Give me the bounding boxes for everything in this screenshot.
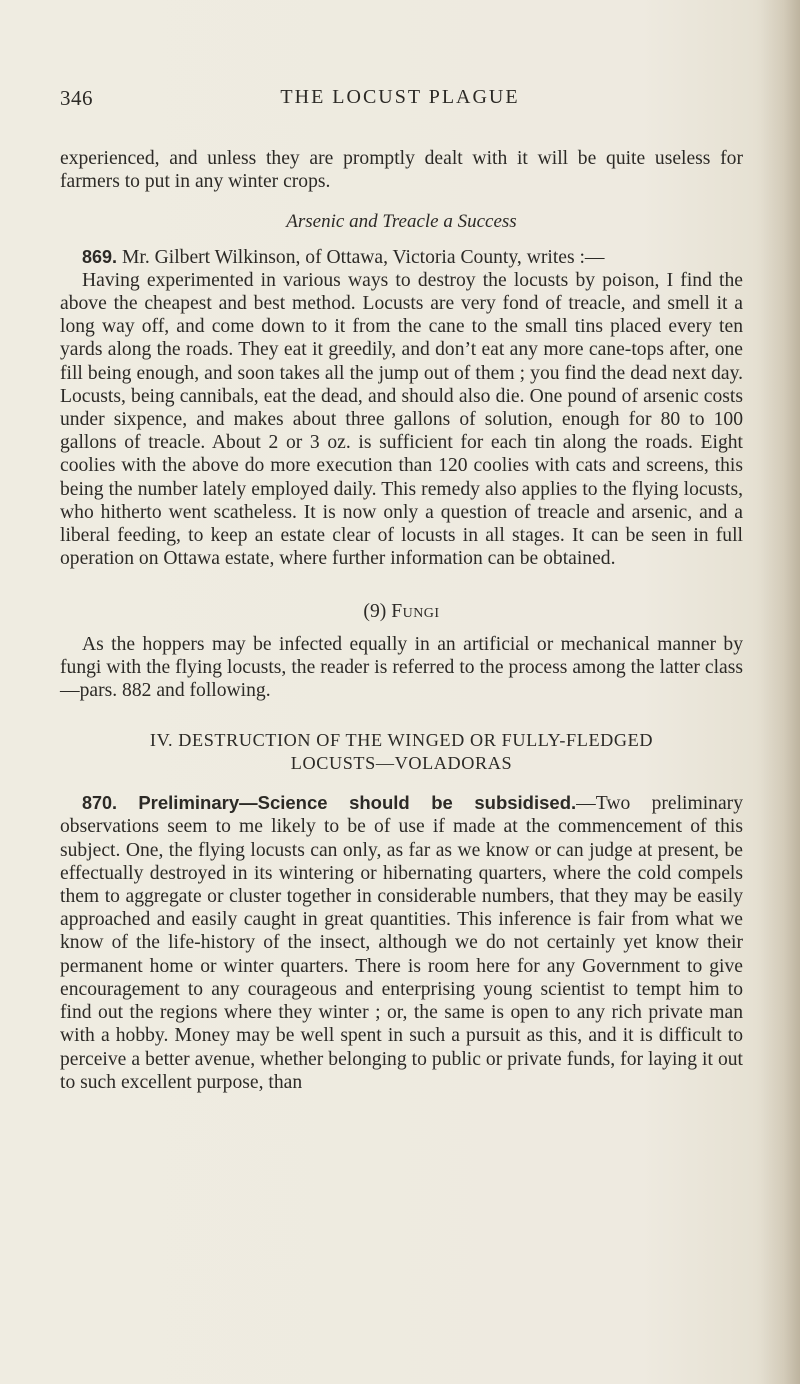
running-header	[60, 86, 740, 116]
section-heading-iv	[60, 729, 743, 775]
paragraph-869-quote: Having experimented in various ways to destroy the locusts by poison, I find the above the cheapest and best method. Locusts are very fond of treacle, and smell it a long way off, and come down to it from the cane to the small tins placed every ten yards along the roads. They eat it greedily, and don’t eat any more cane-tops after, one fill being enough, and soon takes all the jump out of them ; you find the dead next day. Locusts, being cannibals, eat the dead, and should also die. One pound of arsenic costs under sixpence, and makes about three gallons of solution, enough for 80 to 100 gallons of treacle. About 2 or 3 oz. is sufficient for each tin along the roads. Eight coolies with the above do more execution than 120 coolies with cats and screens, this being the number lately employed daily. This remedy also applies to the flying locusts, who hitherto went scatheless. It is now only a question of treacle and arsenic, and a liberal feeding, to keep an estate clear of locusts in all stages. It can be seen in full operation on Ottawa estate, where further information can be obtained.	[60, 269, 743, 570]
paragraph-number: 870.	[82, 793, 118, 814]
paragraph-number: 869.	[82, 246, 118, 267]
page-number: 346	[60, 86, 93, 110]
paragraph-870-text: —Two preliminary observations seem to me likely to be of use if made at the commencement of this subject. One, the flying locusts can only, as far as we know or can judge at present, be effectually destroyed in its wintering or hibernating quarters, where the cold compels them to aggregate or cluster together in considerable numbers, that they may be easily approached and easily caught in great quantities. This inference is fair from what we know of the life-history of the insect, although we do not certainly yet know their permanent home or winter quarters. There is room here for any Government to give encouragement to any courageous and enterprising young scientist to tempt him to find out the regions where they winter ; or, the same is open to any rich private man with a hobby. Money may be well spent in such a pursuit as this, and it is difficult to perceive a better avenue, whether belonging to public or private funds, for laying it out to such excellent purpose, than	[60, 793, 743, 1093]
fungi-heading-number: (9)	[363, 601, 387, 623]
body-text	[60, 147, 743, 1094]
page-edge-shadow	[760, 0, 800, 1384]
section-heading-line-1: IV. DESTRUCTION OF THE WINGED OR FULLY-FLEDGED	[149, 730, 654, 751]
continuation-paragraph: experienced, and unless they are promptly dealt with it will be quite useless for farmers to put in any winter crops.	[60, 148, 743, 193]
section-heading-line-2: LOCUSTS—VOLADORAS	[290, 753, 513, 774]
fungi-heading-title: Fungi	[391, 601, 440, 623]
running-title: THE LOCUST PLAGUE	[280, 86, 520, 108]
fungi-paragraph: As the hoppers may be infected equally in an artificial or mechanical manner by fungi with the flying locusts, the reader is referred to the process among the latter class—pars. 882 and following.	[60, 633, 743, 702]
paragraph-870	[60, 791, 743, 1094]
fungi-heading	[60, 600, 743, 623]
paragraph-869-intro	[60, 246, 743, 269]
subheading-arsenic-treacle: Arsenic and Treacle a Success	[286, 211, 517, 233]
paragraph-870-title: Preliminary—Science should be subsidised.	[138, 792, 577, 814]
paragraph-869-intro-text: Mr. Gilbert Wilkinson, of Ottawa, Victoria County, writes :—	[121, 246, 605, 268]
